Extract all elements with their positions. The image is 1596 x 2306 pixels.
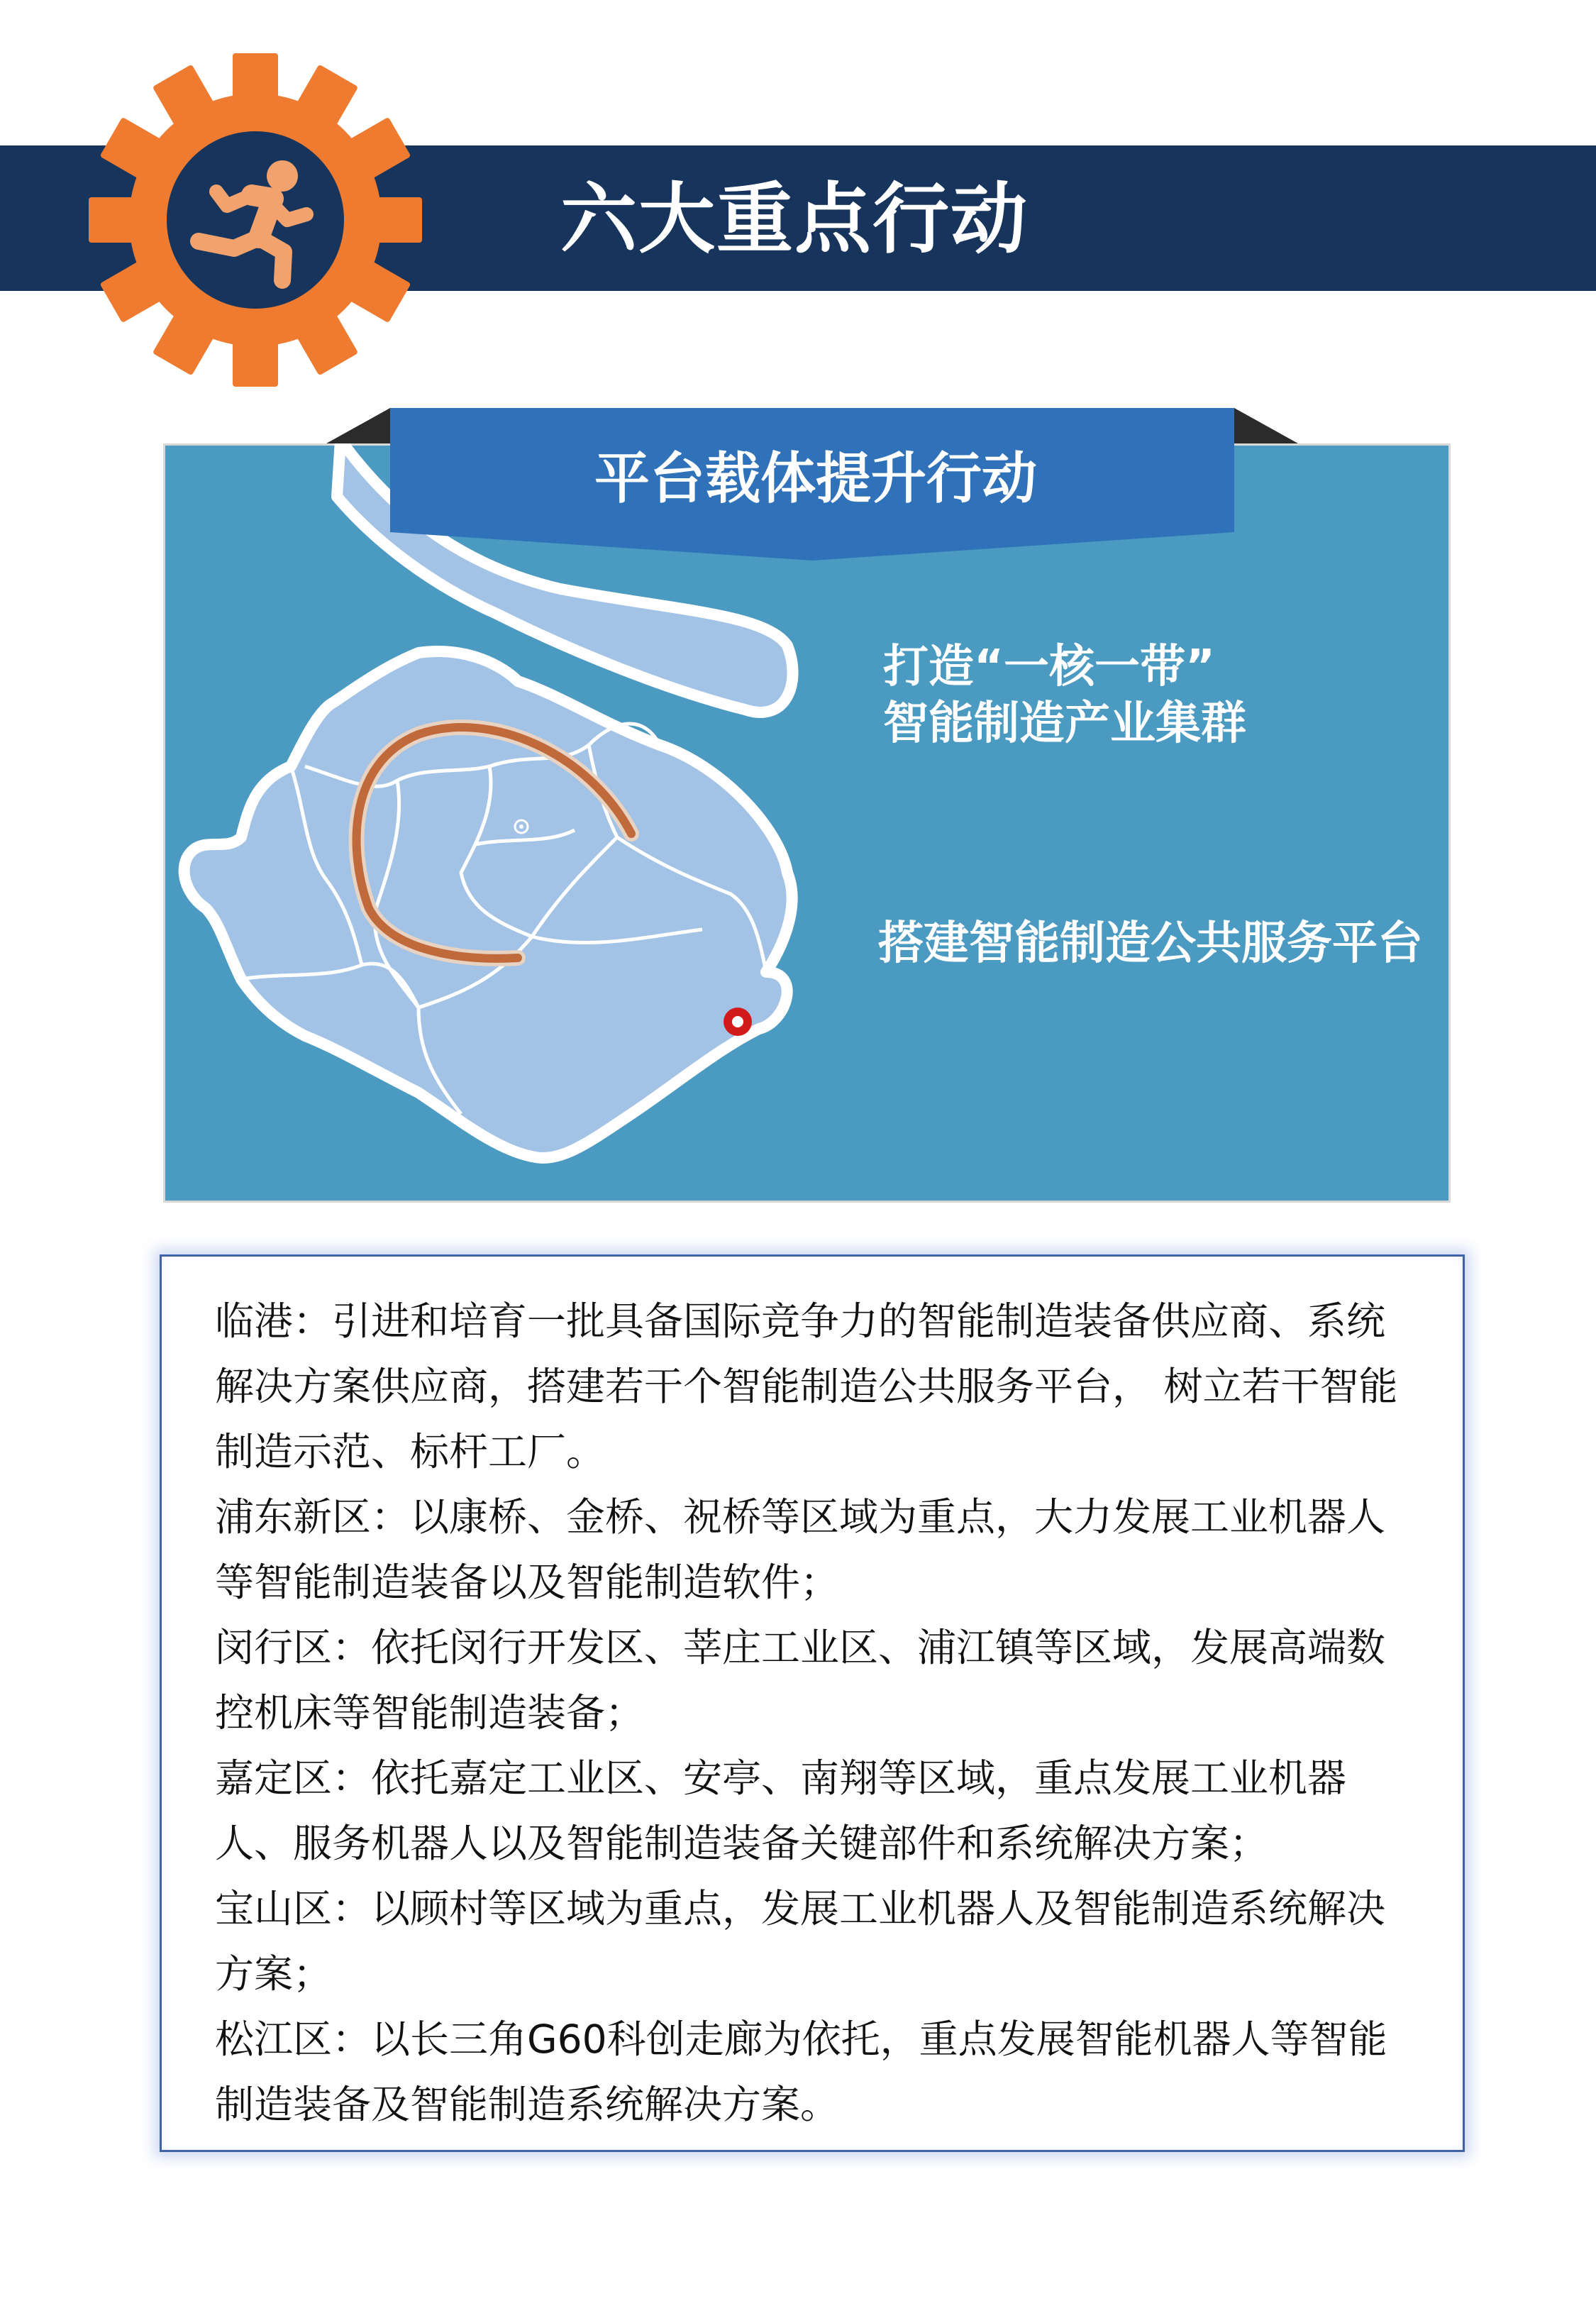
callout-service-platform: 搭建智能制造公共服务平台	[878, 917, 1423, 970]
paragraph-pudong: 浦东新区：以康桥、金桥、祝桥等区域为重点，大力发展工业机器人等智能制造装备以及智能制造软件；	[215, 1494, 1386, 1605]
callout-line-1: 打造“一核一带”	[883, 641, 1216, 693]
paragraph-jiading: 嘉定区：依托嘉定工业区、安亭、南翔等区域，重点发展工业机器人、服务机器人以及智能制造装备关键部件和系统解决方案；	[215, 1755, 1347, 1866]
callout-core-belt	[883, 639, 1246, 752]
text-box-content	[215, 1289, 1421, 2137]
section-title: 平台载体提升行动	[594, 447, 1037, 511]
gear-running-icon	[85, 50, 426, 390]
page-title: 六大重点行动	[560, 175, 1029, 264]
paragraph-baoshan: 宝山区：以顾村等区域为重点，发展工业机器人及智能制造系统解决方案；	[215, 1886, 1386, 1997]
paragraph-minhang: 闵行区：依托闵行开发区、莘庄工业区、浦江镇等区域，发展高端数控机床等智能制造装备；	[215, 1625, 1386, 1736]
callout-line-2: 智能制造产业集群	[883, 697, 1246, 750]
district-text-box	[160, 1254, 1465, 2152]
paragraph-songjiang: 松江区：以长三角G60科创走廊为依托，重点发展智能机器人等智能制造装备及智能制造系统解决方案。	[215, 2017, 1387, 2127]
paragraph-lingang: 临港：引进和培育一批具备国际竞争力的智能制造装备供应商、系统解决方案供应商，搭建若干个智能制造公共服务平台， 树立若干智能制造示范、标杆工厂。	[215, 1298, 1398, 1474]
